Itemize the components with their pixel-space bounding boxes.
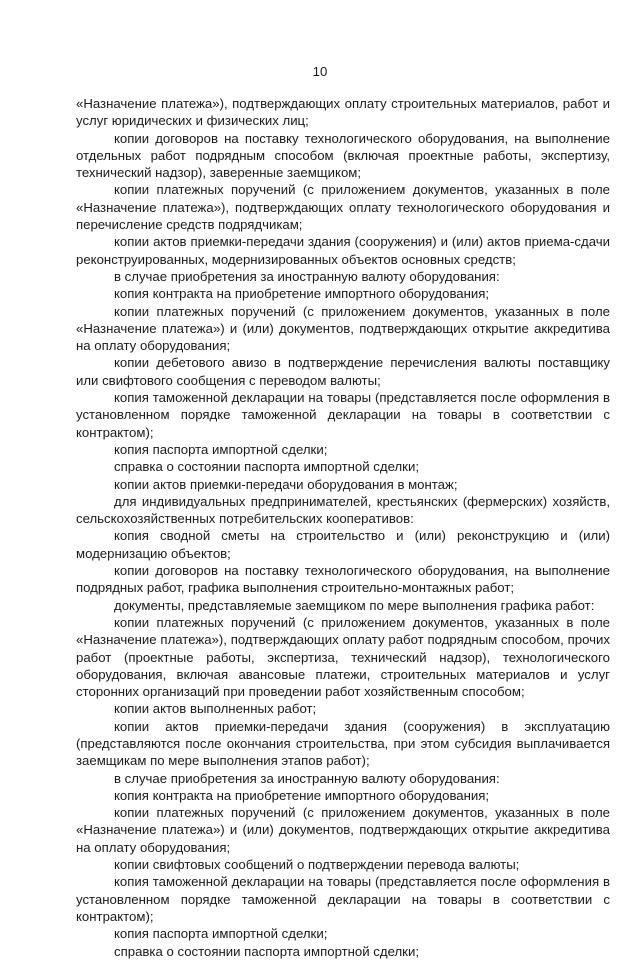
paragraph: копия сводной сметы на строительство и (или) реконструкцию и (или) модернизацию объектов;: [76, 528, 610, 561]
document-body: [76, 95, 610, 960]
paragraph: «Назначение платежа»), подтверждающих оплату строительных материалов, работ и услуг юридических и физических лиц;: [76, 96, 610, 129]
paragraph: в случае приобретения за иностранную валюту оборудования:: [114, 268, 500, 284]
paragraph: для индивидуальных предпринимателей, крестьянских (фермерских) хозяйств, сельскохозяйственных потребительских кооперативов:: [76, 493, 610, 527]
paragraph: копия таможенной декларации на товары (представляется после оформления в установленном порядке таможенной декларации на товары в соответствии с контрактом);: [76, 390, 610, 440]
paragraph: копии платежных поручений (с приложением документов, указанных в поле «Назначение платежа»), подтверждающих оплату работ подрядным способом, прочих работ (проектные работы, экспертиза, технический надзор), технологического оборудования, включая авансовые платежи, строительных материалов и услуг сторонних организаций при проведении работ хозяйственным способом;: [76, 614, 610, 700]
paragraph: копия контракта на приобретение импортного оборудования;: [114, 286, 490, 302]
page-number: 10: [312, 64, 328, 79]
paragraph: копия контракта на приобретение импортного оборудования;: [114, 787, 490, 803]
paragraph: в случае приобретения за иностранную валюту оборудования:: [114, 770, 500, 786]
paragraph: копии актов приемки-передачи здания (сооружения) в эксплуатацию (представляются после окончания строительства, при этом субсидия выплачивается заемщикам по мере выполнения этапов работ);: [76, 718, 610, 769]
paragraph: копия паспорта импортной сделки;: [114, 441, 328, 457]
paragraph: документы, представляемые заемщиком по мере выполнения графика работ:: [114, 597, 595, 613]
paragraph: копии актов выполненных работ;: [114, 701, 317, 717]
paragraph: справка о состоянии паспорта импортной сделки;: [114, 943, 419, 959]
paragraph: копии платежных поручений (с приложением документов, указанных в поле «Назначение платежа») и (или) документов, подтверждающих открытие аккредитива на оплату оборудования;: [76, 805, 610, 855]
paragraph: копии платежных поручений (с приложением документов, указанных в поле «Назначение платежа»), подтверждающих оплату технологического оборудования и перечисление средств подрядчикам;: [76, 182, 610, 233]
paragraph: копии актов приемки-передачи здания (сооружения) и (или) актов приема-сдачи реконструированных, модернизированных объектов основных средств;: [76, 234, 610, 267]
paragraph: копии актов приемки-передачи оборудования в монтаж;: [114, 476, 458, 492]
paragraph: копии договоров на поставку технологического оборудования, на выполнение подрядных работ, графика выполнения строительно-монтажных работ;: [76, 563, 610, 596]
paragraph: копия паспорта импортной сделки;: [114, 926, 328, 942]
paragraph: копии свифтовых сообщений о подтверждении перевода валюты;: [114, 857, 520, 873]
paragraph: копия таможенной декларации на товары (представляется после оформления в установленном порядке таможенной декларации на товары в соответствии с контрактом);: [76, 874, 610, 924]
paragraph: копии договоров на поставку технологического оборудования, на выполнение отдельных работ подрядным способом (включая проектные работы, экспертизу, технический надзор), заверенные заемщиком;: [76, 130, 610, 181]
paragraph: справка о состоянии паспорта импортной сделки;: [114, 459, 419, 475]
paragraph: копии дебетового авизо в подтверждение перечисления валюты поставщику или свифтового сообщения с переводом валюты;: [76, 355, 610, 388]
paragraph: копии платежных поручений (с приложением документов, указанных в поле «Назначение платежа») и (или) документов, подтверждающих открытие аккредитива на оплату оборудования;: [76, 303, 610, 354]
